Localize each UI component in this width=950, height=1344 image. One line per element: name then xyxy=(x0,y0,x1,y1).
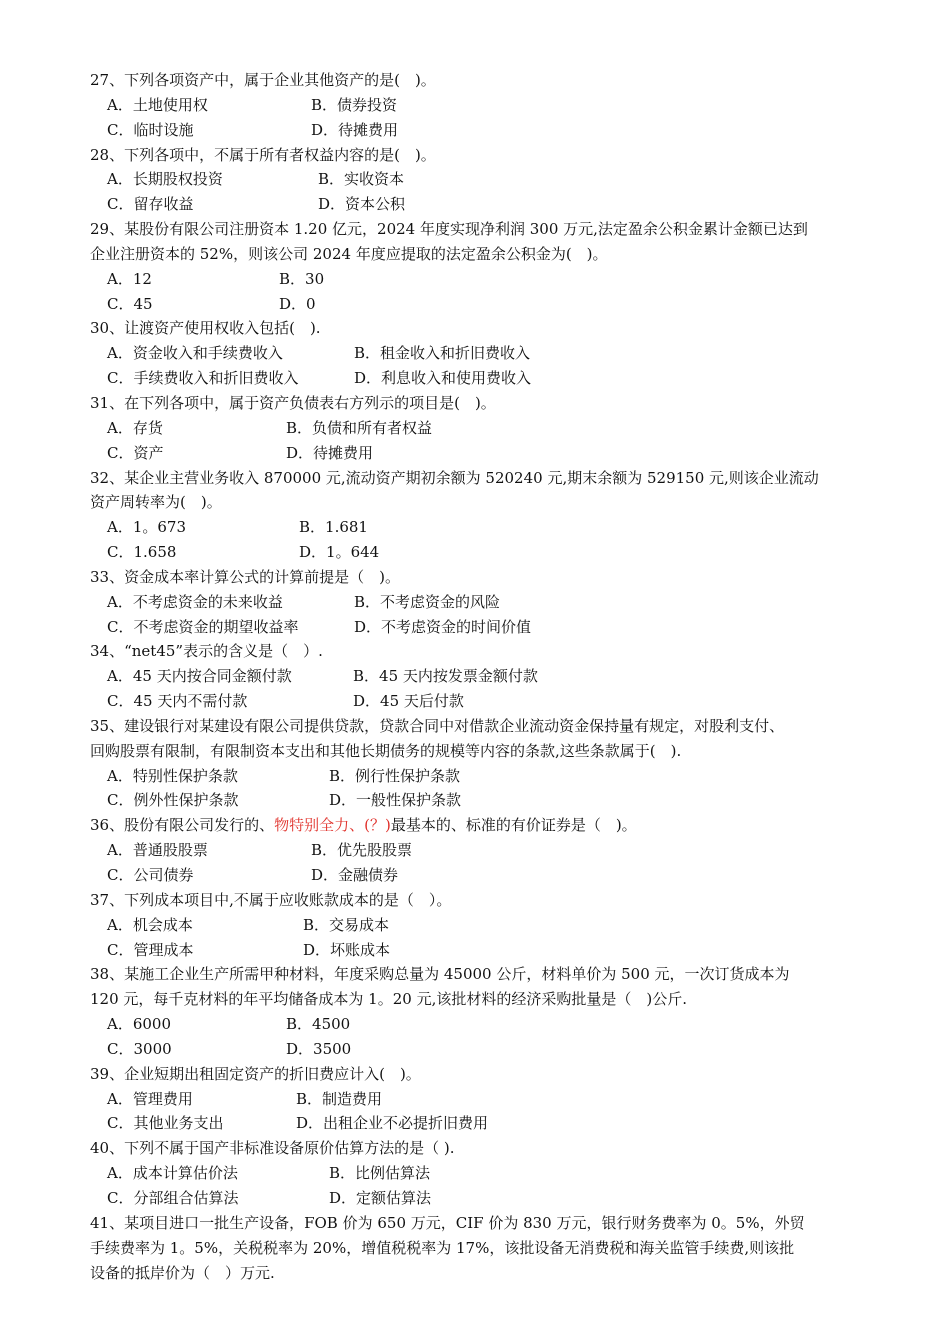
option-left: A．普通股股票 xyxy=(107,841,208,860)
option-row xyxy=(90,938,880,963)
option-left: C．管理成本 xyxy=(107,940,194,959)
question-item xyxy=(90,565,880,640)
option-right: D．3500 xyxy=(286,1039,352,1058)
option-row xyxy=(90,416,880,441)
option-right: D．金融债券 xyxy=(311,866,399,884)
option-right: B．比例估算法 xyxy=(329,1164,431,1183)
question-stem: 41、某项目进口一批生产设备，FOB 价为 650 万元，CIF 价为 830 万元，银行财务费率为 0。5%，外贸 xyxy=(90,1213,805,1232)
red-annotation-text: 物特别全力、(？) xyxy=(274,816,391,835)
option-left: A．机会成本 xyxy=(107,915,193,934)
option-row xyxy=(90,764,880,789)
option-left: C．1.658 xyxy=(107,543,177,562)
option-right: D．1。644 xyxy=(299,543,380,562)
option-right: B．45 天内按发票金额付款 xyxy=(353,667,538,686)
question-item xyxy=(90,888,880,963)
option-right: D．待摊费用 xyxy=(286,443,374,462)
question-item xyxy=(90,1136,880,1211)
option-right: B．1.681 xyxy=(299,518,368,537)
option-left: A．不考虑资金的未来收益 xyxy=(107,592,283,611)
option-left: C．不考虑资金的期望收益率 xyxy=(107,617,299,636)
option-left: A．45 天内按合同金额付款 xyxy=(107,667,292,686)
question-stem: 39、企业短期出租固定资产的折旧费应计入( )。 xyxy=(90,1064,421,1083)
question-stem: 32、某企业主营业务收入 870000 元,流动资产期初余额为 520240 元,期末余额为 529150 元,则该企业流动 xyxy=(90,468,819,487)
option-row xyxy=(90,292,880,317)
question-item xyxy=(90,316,880,391)
option-row xyxy=(90,1087,880,1112)
question-item xyxy=(90,1211,880,1286)
option-right: B．负债和所有者权益 xyxy=(286,418,433,437)
option-right: D．定额估算法 xyxy=(329,1188,432,1207)
exam-question-list xyxy=(90,68,880,1285)
question-item xyxy=(90,217,880,316)
option-row xyxy=(90,689,880,714)
option-row xyxy=(90,1012,880,1037)
question-item xyxy=(90,639,880,714)
option-left: A．土地使用权 xyxy=(107,95,208,114)
option-left: C．45 xyxy=(107,294,153,313)
question-stem: 30、让渡资产使用权收入包括( ). xyxy=(90,319,321,338)
option-right: D．不考虑资金的时间价值 xyxy=(354,617,532,636)
question-item xyxy=(90,391,880,466)
question-stem: 31、在下列各项中，属于资产负债表右方列示的项目是( )。 xyxy=(90,393,496,412)
question-item xyxy=(90,1062,880,1137)
option-left: A．管理费用 xyxy=(107,1089,193,1108)
option-right: B．制造费用 xyxy=(296,1089,383,1108)
option-right: B．交易成本 xyxy=(303,915,390,934)
question-stem: 40、下列不属于国产非标准设备原价估算方法的是（ ). xyxy=(90,1139,455,1158)
option-right: B．4500 xyxy=(286,1015,351,1034)
option-row xyxy=(90,1037,880,1062)
option-left: C．资产 xyxy=(107,443,164,462)
option-row xyxy=(90,863,880,888)
option-right: B．不考虑资金的风险 xyxy=(354,592,501,611)
question-stem: 设备的抵岸价为（ ）万元. xyxy=(90,1263,275,1282)
option-right: D．0 xyxy=(279,294,316,313)
option-row xyxy=(90,1161,880,1186)
question-item xyxy=(90,962,880,1061)
option-left: A．6000 xyxy=(107,1015,172,1034)
option-right: B．租金收入和折旧费收入 xyxy=(354,344,531,363)
question-item xyxy=(90,813,880,888)
option-left: C．3000 xyxy=(107,1039,172,1058)
option-right: D．一般性保护条款 xyxy=(329,791,462,810)
option-row xyxy=(90,913,880,938)
option-left: C．手续费收入和折旧费收入 xyxy=(107,369,299,388)
question-item xyxy=(90,143,880,218)
question-stem: 29、某股份有限公司注册资本 1.20 亿元，2024 年度实现净利润 300 万元,法定盈余公积金累计金额已达到 xyxy=(90,220,808,239)
option-left: C．例外性保护条款 xyxy=(107,791,239,810)
option-row xyxy=(90,93,880,118)
option-left: C．其他业务支出 xyxy=(107,1114,224,1133)
option-left: A．存货 xyxy=(107,418,163,437)
option-right: D．利息收入和使用费收入 xyxy=(354,369,532,388)
option-row xyxy=(90,366,880,391)
option-row xyxy=(90,615,880,640)
question-item xyxy=(90,714,880,813)
question-stem: 回购股票有限制，有限制资本支出和其他长期债务的规模等内容的条款,这些条款属于( ). xyxy=(90,741,682,760)
question-stem: 34、“net45”表示的含义是（ ）. xyxy=(90,642,323,661)
question-stem xyxy=(90,813,880,838)
option-row xyxy=(90,441,880,466)
option-row xyxy=(90,192,880,217)
option-right: D．待摊费用 xyxy=(311,120,399,139)
option-left: A．资金收入和手续费收入 xyxy=(107,344,283,363)
question-stem: 33、资金成本率计算公式的计算前提是（ )。 xyxy=(90,567,400,586)
option-right: B．30 xyxy=(279,269,325,288)
question-stem: 120 元，每千克材料的年平均储备成本为 1。20 元,该批材料的经济采购批量是（ )公斤. xyxy=(90,990,687,1009)
question-stem: 手续费率为 1。5%，关税税率为 20%，增值税税率为 17%，该批设备无消费税和海关监管手续费,则该批 xyxy=(90,1238,795,1257)
option-right: B．例行性保护条款 xyxy=(329,766,461,785)
question-stem: 38、某施工企业生产所需甲种材料，年度采购总量为 45000 公斤，材料单价为 500 元，一次订货成本为 xyxy=(90,965,790,984)
option-left: A．1。673 xyxy=(107,518,187,537)
stem-text: 36、股份有限公司发行的、 xyxy=(90,816,275,835)
option-row xyxy=(90,167,880,192)
option-row xyxy=(90,838,880,863)
option-left: C．分部组合估算法 xyxy=(107,1188,239,1207)
question-stem: 37、下列成本项目中,不属于应收账款成本的是（ ）。 xyxy=(90,890,452,909)
option-left: A．成本计算估价法 xyxy=(107,1164,238,1183)
option-row xyxy=(90,1186,880,1211)
option-right: B．实收资本 xyxy=(318,170,405,189)
question-stem: 35、建设银行对某建设有限公司提供贷款，贷款合同中对借款企业流动资金保持量有规定，对股利支付、 xyxy=(90,716,785,735)
option-right: D．出租企业不必提折旧费用 xyxy=(296,1114,489,1133)
option-right: D．坏账成本 xyxy=(303,940,391,959)
question-stem: 28、下列各项中，不属于所有者权益内容的是( )。 xyxy=(90,145,436,164)
option-row xyxy=(90,515,880,540)
option-row xyxy=(90,118,880,143)
option-left: C．45 天内不需付款 xyxy=(107,692,248,711)
option-right: B．债券投资 xyxy=(311,95,398,114)
question-stem: 27、下列各项资产中，属于企业其他资产的是( )。 xyxy=(90,71,436,89)
option-right: B．优先股股票 xyxy=(311,841,413,860)
option-left: A．特别性保护条款 xyxy=(107,766,238,785)
option-left: C．公司债券 xyxy=(107,866,194,884)
question-stem: 资产周转率为( )。 xyxy=(90,493,222,512)
option-left: A．长期股权投资 xyxy=(107,170,223,189)
question-item xyxy=(90,466,880,565)
option-left: C．临时设施 xyxy=(107,120,194,139)
question-stem: 企业注册资本的 52%，则该公司 2024 年度应提取的法定盈余公积金为( )。 xyxy=(90,244,608,263)
option-row xyxy=(90,267,880,292)
option-row xyxy=(90,590,880,615)
option-right: D．资本公积 xyxy=(318,195,406,214)
option-row xyxy=(90,540,880,565)
question-item xyxy=(90,68,880,143)
option-row xyxy=(90,788,880,813)
option-row xyxy=(90,664,880,689)
option-left: A．12 xyxy=(107,269,152,288)
option-right: D．45 天后付款 xyxy=(353,692,464,711)
option-row xyxy=(90,1111,880,1136)
option-row xyxy=(90,341,880,366)
option-left: C．留存收益 xyxy=(107,195,194,214)
stem-text: 最基本的、标准的有价证券是（ )。 xyxy=(390,816,637,835)
